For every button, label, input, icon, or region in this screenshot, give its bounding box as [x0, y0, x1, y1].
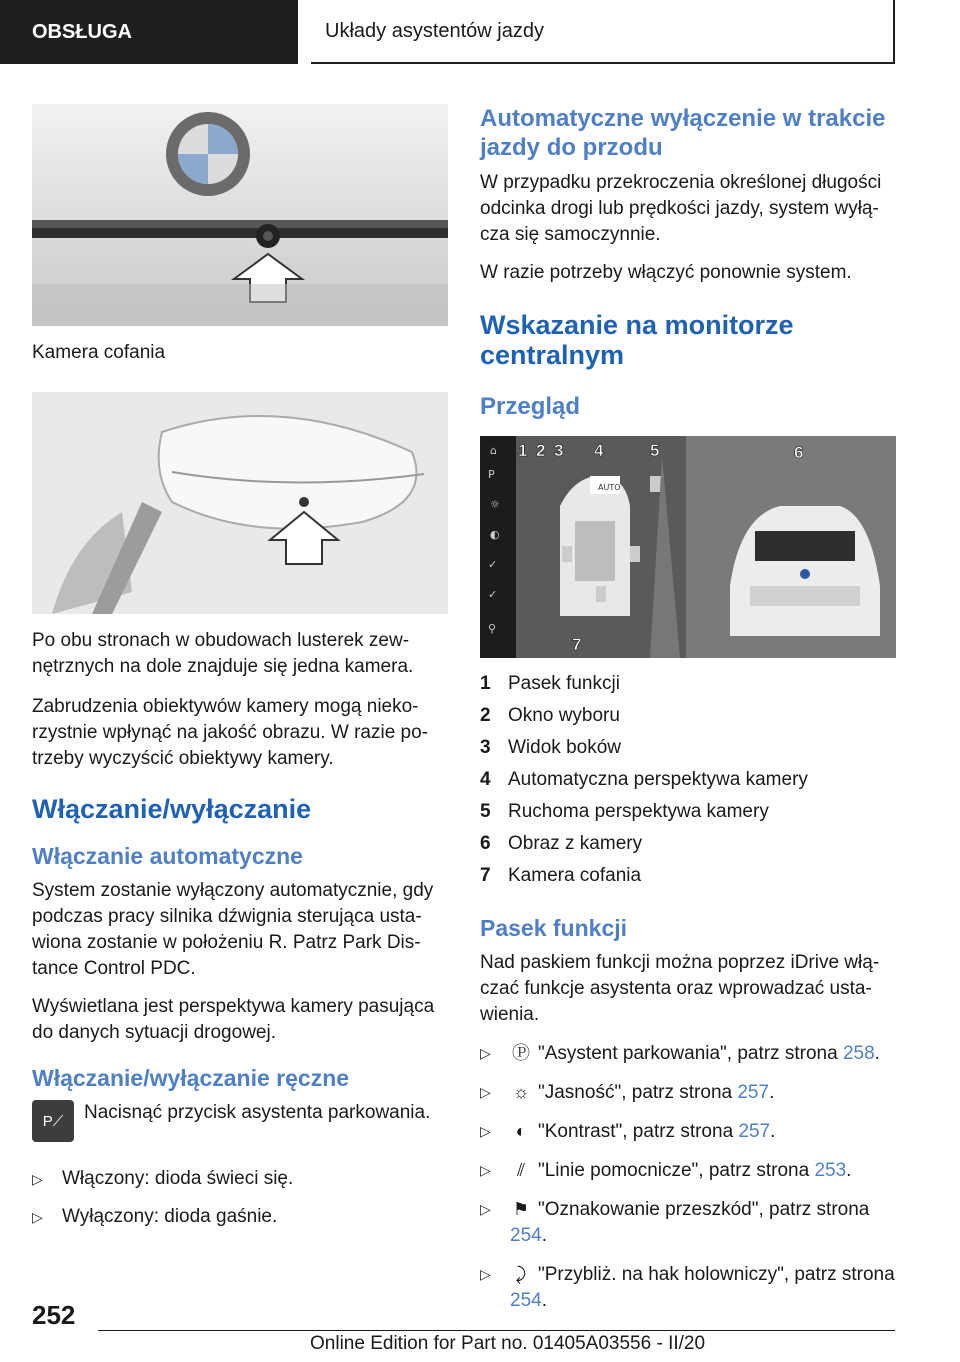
triangle-bullet-icon: ▷ [480, 1266, 491, 1282]
para-manual: Nacisnąć przycisk asystenta parkowania. [84, 1102, 431, 1123]
svg-text:✓: ✓ [488, 558, 498, 571]
list-item: ▷ ⫽ "Linie pomocnicze", patrz strona 253. [480, 1157, 896, 1184]
svg-text:◐: ◐ [490, 528, 500, 541]
page-link[interactable]: 254 [510, 1225, 542, 1246]
triangle-bullet-icon: ▷ [480, 1084, 491, 1100]
svg-text:✓: ✓ [488, 588, 498, 601]
section-tab: OBSŁUGA [0, 0, 298, 64]
tow-hitch-icon: ⤸ [515, 1264, 527, 1284]
list-item: ▷ ☼ "Jasność", patrz strona 257. [480, 1079, 896, 1106]
chapter-title: Układy asystentów jazdy [311, 0, 895, 64]
heading-overview: Przegląd [480, 393, 581, 420]
triangle-bullet-icon: ▷ [32, 1171, 43, 1187]
guide-lines-icon: ⫽ [516, 1160, 526, 1180]
para-auto-1: System zostanie wyłączony automatycznie, gdy podczas pracy silnika dźwignia sterująca usta-wiona zostanie w położeniu R. Patrz Park Dis-tance Control PDC. [32, 880, 434, 979]
triangle-bullet-icon: ▷ [480, 1162, 491, 1178]
figure-label: 7 [572, 635, 582, 654]
obstacle-marking-icon: ⚑ [512, 1199, 530, 1219]
figure-label: 6 [794, 443, 804, 462]
triangle-bullet-icon: ▷ [480, 1045, 491, 1061]
sun-icon: ☼ [512, 1082, 530, 1102]
list-item: 7 Kamera cofania [480, 865, 642, 886]
figure-label: 1 [518, 441, 528, 460]
list-item: 6 Obraz z kamery [480, 833, 643, 854]
contrast-icon: ◐ [515, 1121, 527, 1141]
list-item: ▷ ⤸ "Przybliż. na hak holowniczy", patrz strona 254. [480, 1261, 896, 1314]
legend-list [480, 668, 896, 892]
page-link[interactable]: 254 [510, 1290, 542, 1311]
right-column [480, 104, 896, 1326]
triangle-bullet-icon: ▷ [32, 1209, 43, 1225]
para-auto-2: Wyświetlana jest perspektywa kamery pasująca do danych sytuacji drogowej. [32, 996, 435, 1043]
page-link[interactable]: 258 [842, 1043, 875, 1064]
para-auto-off-2: W razie potrzeby włączyć ponownie system. [480, 262, 852, 283]
svg-text:☼: ☼ [490, 498, 500, 511]
manual-row [32, 1100, 448, 1148]
heading-auto-on: Włączanie automatyczne [32, 843, 303, 869]
heading-monitor: Wskazanie na monitorze centralnym [480, 310, 794, 370]
list-item: 1 Pasek funkcji [480, 673, 620, 694]
figure-label: 4 [594, 441, 604, 460]
para-lens-dirt: Zabrudzenia obiektywów kamery mogą nieko-rzystnie wpłynąć na jakość obrazu. W razie po-trzeby wyczyścić obiektywy kamery. [32, 696, 428, 769]
mirror-camera-photo [32, 392, 448, 614]
figure-label: 2 [536, 441, 546, 460]
heading-on-off: Włączanie/wyłączanie [32, 794, 312, 824]
auto-badge: AUTO [598, 483, 621, 492]
rear-camera-photo [32, 104, 448, 326]
page-number: 252 [32, 1300, 76, 1330]
list-item: ▷ ◐ "Kontrast", patrz strona 257. [480, 1118, 896, 1145]
list-item: 2 Okno wyboru [480, 705, 620, 726]
heading-manual: Włączanie/wyłączanie ręczne [32, 1065, 350, 1091]
list-item: 4 Automatyczna perspektywa kamery [480, 769, 808, 790]
left-column [32, 104, 448, 1242]
page-link[interactable]: 257 [737, 1082, 770, 1103]
list-item: ▷ Wyłączony: dioda gaśnie. [32, 1204, 448, 1230]
caption-mirror-camera: Po obu stronach w obudowach lusterek zew-nętrznych na dole znajduje się jedna kamera. [32, 630, 414, 677]
svg-text:⌂: ⌂ [490, 444, 497, 457]
heading-function-bar: Pasek funkcji [480, 915, 628, 941]
triangle-bullet-icon: ▷ [480, 1201, 491, 1217]
function-bar-list [480, 1040, 896, 1314]
caption-rear-camera: Kamera cofania [32, 342, 166, 363]
para-auto-off-1: W przypadku przekroczenia określonej długości odcinka drogi lub prędkości jazdy, system wyłą-cza się samoczynnie. [480, 172, 882, 245]
list-item: ▷ Włączony: dioda świeci się. [32, 1166, 448, 1192]
footer-edition: Online Edition for Part no. 01405A03556 - II/20 [310, 1333, 706, 1354]
heading-auto-off: Automatyczne wyłączenie w trakcie jazdy do przodu [480, 105, 886, 161]
list-item: 5 Ruchoma perspektywa kamery [480, 801, 769, 822]
led-status-list [32, 1166, 448, 1230]
svg-text:P: P [488, 468, 495, 481]
footer-rule [98, 1330, 895, 1331]
monitor-figure [480, 436, 896, 658]
page-link[interactable]: 257 [738, 1121, 771, 1142]
figure-label: 5 [650, 441, 660, 460]
list-item: ▷ ⚑ "Oznakowanie przeszkód", patrz strona 254. [480, 1196, 896, 1249]
figure-label: 3 [554, 441, 564, 460]
parking-assistant-button-icon: P⟋ [32, 1100, 74, 1142]
list-item: ▷ Ⓟ "Asystent parkowania", patrz strona 258. [480, 1040, 896, 1067]
para-function-bar: Nad paskiem funkcji można poprzez iDrive włą-czać funkcje asystenta oraz wprowadzać usta-wienia. [480, 952, 880, 1025]
page-link[interactable]: 253 [814, 1160, 847, 1181]
list-item: 3 Widok boków [480, 737, 621, 758]
triangle-bullet-icon: ▷ [480, 1123, 491, 1139]
parking-steering-icon: Ⓟ [512, 1043, 530, 1063]
svg-text:⚲: ⚲ [488, 622, 497, 635]
